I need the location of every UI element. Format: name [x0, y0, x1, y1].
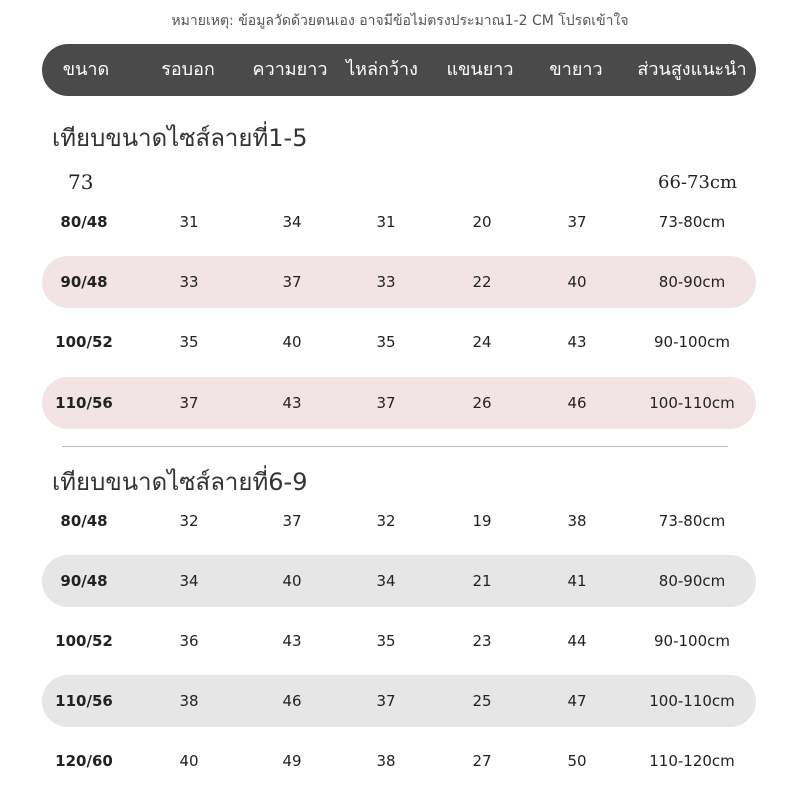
table-row: [42, 675, 756, 727]
cell-chest: 32: [179, 512, 199, 530]
cell-length: 43: [282, 394, 302, 412]
cell-height: 100-110cm: [649, 394, 735, 412]
cell-leg: 38: [567, 512, 587, 530]
cell-chest: 36: [179, 632, 199, 650]
cell-chest: 35: [179, 333, 199, 351]
cell-height: 100-110cm: [649, 692, 735, 710]
cell-leg: 40: [567, 273, 587, 291]
cell-length: 37: [282, 273, 302, 291]
cell-sleeve: 26: [472, 394, 492, 412]
cell-chest: 38: [179, 692, 199, 710]
cell-size: 100/52: [55, 632, 113, 650]
table-row: [42, 735, 756, 787]
cell-size: 80/48: [60, 512, 108, 530]
cell-shoulder: 37: [376, 692, 396, 710]
cell-leg: 46: [567, 394, 587, 412]
cell-sleeve: 27: [472, 752, 492, 770]
cell-shoulder: 38: [376, 752, 396, 770]
cell-sleeve: 19: [472, 512, 492, 530]
cell-size: 110/56: [55, 692, 113, 710]
cell-chest: 33: [179, 273, 199, 291]
cell-shoulder: 35: [376, 632, 396, 650]
cell-leg: 41: [567, 572, 587, 590]
header-chest: รอบอก: [161, 59, 215, 80]
cell-height: 90-100cm: [654, 632, 730, 650]
cell-leg: 37: [567, 213, 587, 231]
cell-size: 110/56: [55, 394, 113, 412]
cell-size: 100/52: [55, 333, 113, 351]
cell-sleeve: 22: [472, 273, 492, 291]
cell-sleeve: 24: [472, 333, 492, 351]
section-title-1: เทียบขนาดไซส์ลายที่1-5: [52, 124, 308, 152]
handwritten-note-right: 66-73cm: [658, 172, 738, 193]
cell-shoulder: 31: [376, 213, 396, 231]
cell-leg: 50: [567, 752, 587, 770]
cell-height: 110-120cm: [649, 752, 735, 770]
cell-length: 49: [282, 752, 302, 770]
cell-height: 80-90cm: [658, 273, 726, 291]
cell-leg: 43: [567, 333, 587, 351]
table-row: [42, 555, 756, 607]
cell-size: 120/60: [55, 752, 113, 770]
cell-sleeve: 20: [472, 213, 492, 231]
cell-length: 40: [282, 333, 302, 351]
table-row: [42, 256, 756, 308]
header-height: ส่วนสูงแนะนำ: [637, 59, 747, 80]
cell-sleeve: 25: [472, 692, 492, 710]
cell-height: 80-90cm: [658, 572, 726, 590]
cell-shoulder: 37: [376, 394, 396, 412]
handwritten-note-left: 73: [68, 170, 94, 194]
cell-height: 73-80cm: [658, 512, 726, 530]
header-length: ความยาว: [252, 59, 328, 80]
cell-chest: 34: [179, 572, 199, 590]
table-header: [42, 44, 756, 96]
cell-shoulder: 35: [376, 333, 396, 351]
cell-height: 73-80cm: [658, 213, 726, 231]
cell-chest: 40: [179, 752, 199, 770]
cell-size: 90/48: [60, 273, 108, 291]
table-row: [42, 495, 756, 547]
cell-shoulder: 34: [376, 572, 396, 590]
cell-chest: 31: [179, 213, 199, 231]
section-divider: [62, 446, 728, 447]
cell-leg: 44: [567, 632, 587, 650]
cell-sleeve: 21: [472, 572, 492, 590]
cell-length: 46: [282, 692, 302, 710]
table-row: [42, 377, 756, 429]
cell-length: 40: [282, 572, 302, 590]
table-row: [42, 196, 756, 248]
cell-shoulder: 32: [376, 512, 396, 530]
header-shoulder: ไหล่กว้าง: [346, 59, 418, 80]
cell-size: 80/48: [60, 213, 108, 231]
section-title-2: เทียบขนาดไซส์ลายที่6-9: [52, 468, 308, 496]
table-row: [42, 316, 756, 368]
measurement-note: หมายเหตุ: ข้อมูลวัดด้วยตนเอง อาจมีข้อไม่ตรงประมาณ1-2 CM โปรดเข้าใจ: [171, 13, 629, 29]
header-leg: ขายาว: [549, 59, 603, 80]
table-row: [42, 615, 756, 667]
cell-chest: 37: [179, 394, 199, 412]
cell-length: 34: [282, 213, 302, 231]
cell-height: 90-100cm: [654, 333, 730, 351]
header-size: ขนาด: [62, 59, 110, 80]
cell-leg: 47: [567, 692, 587, 710]
cell-length: 37: [282, 512, 302, 530]
cell-shoulder: 33: [376, 273, 396, 291]
header-sleeve: แขนยาว: [446, 59, 514, 80]
cell-size: 90/48: [60, 572, 108, 590]
cell-length: 43: [282, 632, 302, 650]
cell-sleeve: 23: [472, 632, 492, 650]
